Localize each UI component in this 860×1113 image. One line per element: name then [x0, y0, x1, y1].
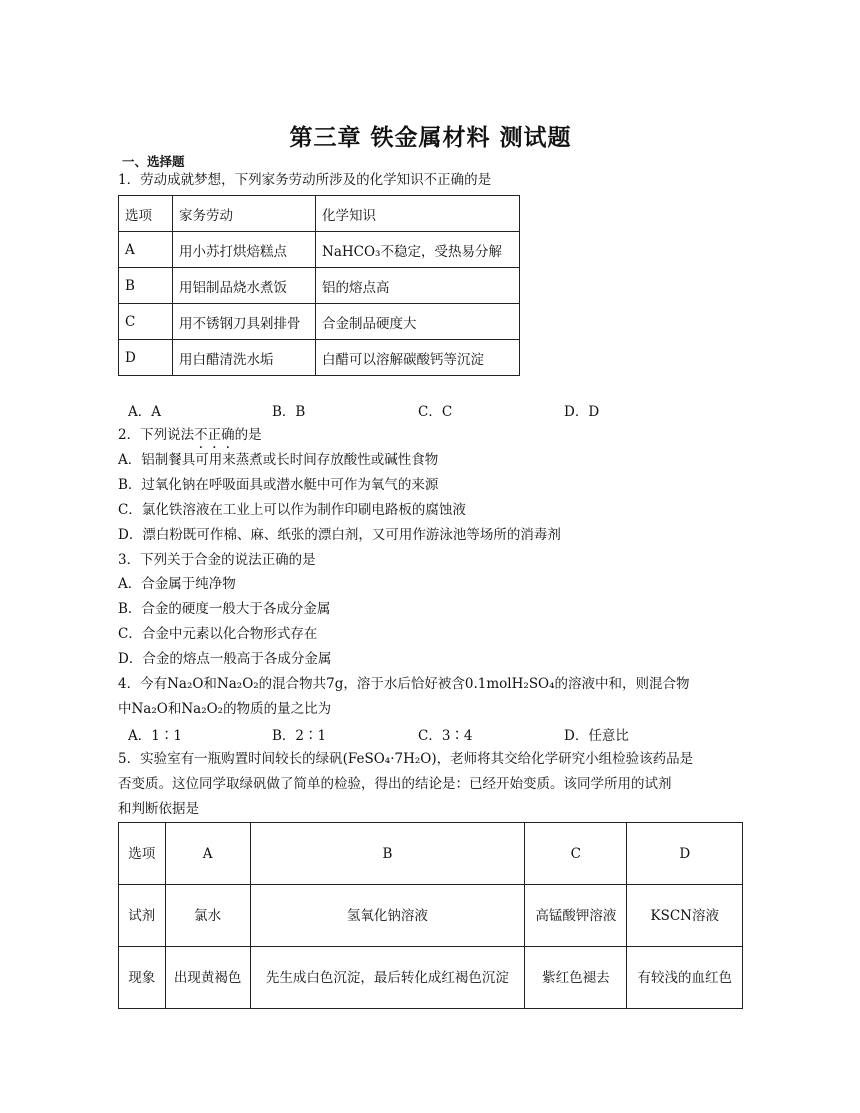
table-row — [119, 947, 743, 1009]
q1-table — [118, 195, 520, 376]
table-row — [119, 340, 520, 376]
option-b: B．2∶1 — [272, 728, 327, 744]
q3-option-d: D．合金的熔点一般高于各成分金属 — [118, 651, 332, 667]
table-cell: C — [119, 304, 173, 340]
q2-option-a: A．铝制餐具可用来蒸煮或长时间存放酸性或碱性食物 — [118, 452, 439, 468]
q2-option-c: C．氯化铁溶液在工业上可以作为制作印刷电路板的腐蚀液 — [118, 502, 466, 518]
table-cell: 用铝制品烧水煮饭 — [173, 268, 316, 304]
option-d: D．D — [564, 404, 600, 420]
table-header-cell: B — [250, 823, 525, 885]
page-title: 第三章 铁金属材料 测试题 — [289, 125, 572, 151]
table-header-cell: A — [165, 823, 250, 885]
emphasis-char: 正 — [207, 427, 222, 443]
q5-stem-line2: 否变质。这位同学取绿矾做了简单的检验，得出的结论是：已经开始变质。该同学所用的试剂 — [118, 776, 672, 792]
section-heading: 一、选择题 — [122, 154, 185, 169]
q2-stem-text: 的是 — [234, 427, 262, 443]
table-cell: 铝的熔点高 — [316, 268, 520, 304]
option-b: B．B — [272, 404, 306, 420]
table-cell: 高锰酸钾溶液 — [525, 885, 627, 947]
q4-stem-line2: 中Na₂O和Na₂O₂的物质的量之比为 — [118, 701, 332, 717]
option-c: C．3∶4 — [418, 728, 473, 744]
table-header-cell: 选项 — [119, 196, 173, 232]
table-row — [119, 304, 520, 340]
table-header-cell: D — [627, 823, 743, 885]
q2-option-d: D．漂白粉既可作棉、麻、纸张的漂白剂，又可用作游泳池等场所的消毒剂 — [118, 527, 561, 543]
table-header-cell: C — [525, 823, 627, 885]
table-cell: 现象 — [119, 947, 166, 1009]
emphasis-char: 确 — [221, 427, 235, 443]
table-cell: A — [119, 232, 173, 268]
option-d: D．任意比 — [564, 728, 629, 744]
emphasis-char: 不 — [194, 427, 208, 443]
table-row — [119, 232, 520, 268]
option-a: A．A — [128, 404, 161, 420]
table-cell: 氯水 — [165, 885, 250, 947]
table-row — [119, 268, 520, 304]
option-a: A．1∶1 — [128, 728, 182, 744]
table-cell: 出现黄褐色 — [165, 947, 250, 1009]
table-row — [119, 196, 520, 232]
option-c: C．C — [418, 404, 453, 420]
q5-table — [118, 822, 743, 1009]
table-header-cell: 化学知识 — [316, 196, 520, 232]
q2-stem-text: 2．下列说法 — [118, 427, 195, 443]
table-cell: 试剂 — [119, 885, 166, 947]
q5-stem-line3: 和判断依据是 — [118, 801, 199, 817]
table-cell: NaHCO₃不稳定，受热易分解 — [316, 232, 520, 268]
q3-option-c: C．合金中元素以化合物形式存在 — [118, 626, 318, 642]
q5-stem-line1: 5．实验室有一瓶购置时间较长的绿矾(FeSO₄·7H₂O)，老师将其交给化学研究小组检验该药品是 — [118, 751, 694, 767]
table-cell: KSCN溶液 — [627, 885, 743, 947]
q2-stem — [118, 425, 262, 445]
table-header-cell: 选项 — [119, 823, 166, 885]
table-cell: 用不锈钢刀具剁排骨 — [173, 304, 316, 340]
table-cell: 白醋可以溶解碳酸钙等沉淀 — [316, 340, 520, 376]
q3-stem: 3．下列关于合金的说法正确的是 — [118, 552, 316, 568]
table-cell: 紫红色褪去 — [525, 947, 627, 1009]
table-cell: B — [119, 268, 173, 304]
table-cell: 有较浅的血红色 — [627, 947, 743, 1009]
q3-option-b: B．合金的硬度一般大于各成分金属 — [118, 601, 331, 617]
table-header-cell: 家务劳动 — [173, 196, 316, 232]
table-cell: 合金制品硬度大 — [316, 304, 520, 340]
table-cell: 用白醋清洗水垢 — [173, 340, 316, 376]
q4-stem-line1: 4．今有Na₂O和Na₂O₂的混合物共7g，溶于水后恰好被含0.1molH₂SO₄的溶液中和，则混合物 — [118, 676, 690, 692]
table-cell: 用小苏打烘焙糕点 — [173, 232, 316, 268]
table-cell: 氢氧化钠溶液 — [250, 885, 525, 947]
q2-option-b: B．过氧化钠在呼吸面具或潜水艇中可作为氧气的来源 — [118, 477, 439, 493]
q1-stem: 1．劳动成就梦想，下列家务劳动所涉及的化学知识不正确的是 — [118, 172, 492, 188]
table-cell: D — [119, 340, 173, 376]
q3-option-a: A．合金属于纯净物 — [118, 576, 236, 592]
table-row — [119, 823, 743, 885]
table-row — [119, 885, 743, 947]
table-cell: 先生成白色沉淀，最后转化成红褐色沉淀 — [250, 947, 525, 1009]
